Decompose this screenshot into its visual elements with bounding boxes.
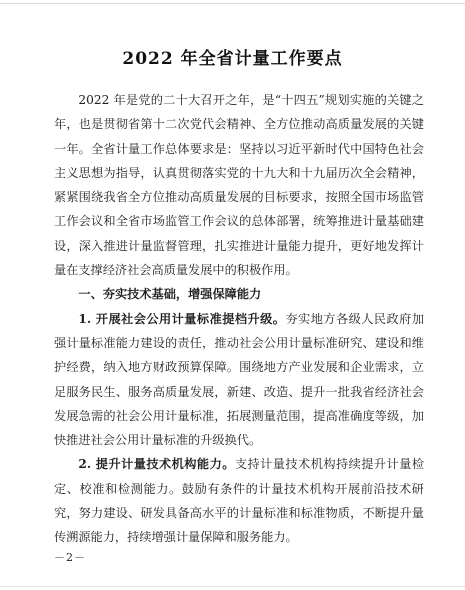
intro-paragraph: 2022 年是党的二十大召开之年，是“十四五”规划实施的关键之年，也是贯彻省第十二次党代会精神、全方位推动高质量发展的关键一年。全省计量工作总体要求是：坚持以习近平新时代中国特色社会主义思想为指导，认真贯彻落实党的十九大和十九届历次全会精神，紧紧围绕我省全方位推动高质量发展的目标要求，按照全国市场监管工作会议和全省市场监管工作会议的总体部署，统筹推进计量基础建设，深入推进计量监督管理，扎实推进计量能力提升，更好地发挥计量在支撑经济社会高质量发展中的积极作用。 <box>54 93 424 278</box>
item-2-lead: 2. 提升计量技术机构能力。 <box>78 457 235 472</box>
top-edge-line <box>0 3 465 4</box>
item-2-text: 支持计量技术机构持续提升计量检定、校准和检测能力。鼓励有条件的计量技术机构开展前沿技术研究，努力建设、研发具备高水平的计量标准和标准物质，不断提升量传溯源能力，持续增强计量保障和服务能力。 <box>54 457 425 545</box>
page-number: －2－ <box>54 551 86 564</box>
item-1-lead: 1. 开展社会公用计量标准提档升级。 <box>78 311 286 326</box>
document-title: 2022 年全省计量工作要点 <box>122 49 343 69</box>
item-2-paragraph <box>54 452 424 549</box>
document-body <box>54 88 424 550</box>
item-1-text: 夯实地方各级人民政府加强计量标准能力建设的责任，推动社会公用计量标准研究、建设和维护经费，纳入地方财政预算保障。围绕地方产业发展和企业需求，立足服务民生、服务高质量发展，新建、改造、提升一批我省经济社会发展急需的社会公用计量标准，拓展测量范围，提高准确度等级，加快推进社会公用计量标准的升级换代。 <box>54 311 425 448</box>
section-heading: 一、夯实技术基础，增强保障能力 <box>78 287 262 302</box>
bottom-edge-line <box>0 586 465 587</box>
item-1-paragraph <box>54 307 424 453</box>
